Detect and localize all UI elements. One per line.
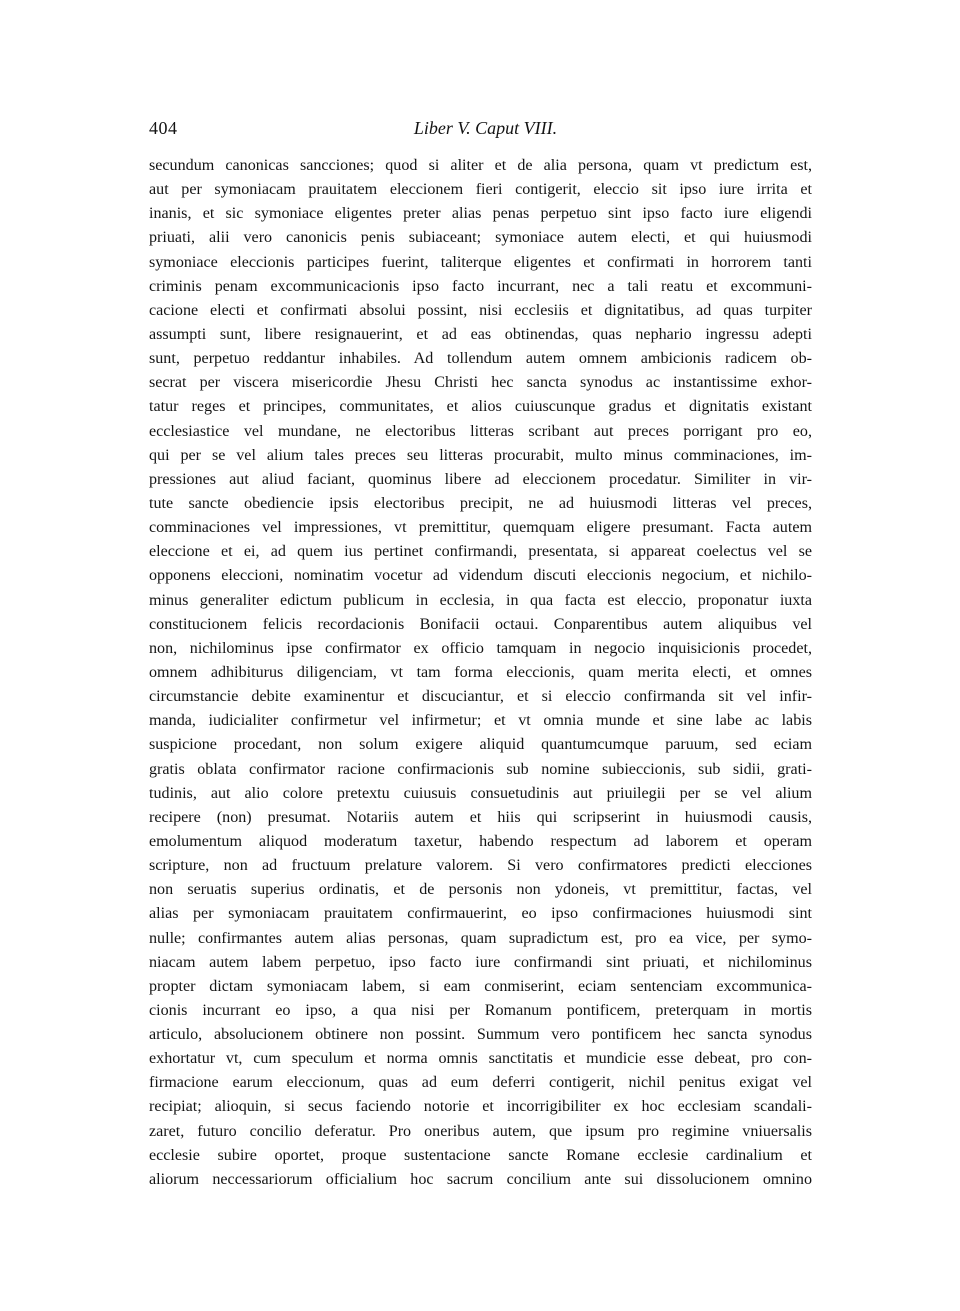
text-line: pressiones aut aliud faciant, quominus libere ad eleccionem procedatur. Similiter in vir-	[149, 470, 812, 488]
page-number: 404	[149, 118, 178, 138]
text-line: tudinis, aut alio colore pretextu cuiusuis consuetudinis aut priuilegii per se vel alium	[149, 784, 812, 802]
text-line: secundum canonicas sancciones; quod si aliter et de alia persona, quam vt predictum est,	[149, 157, 812, 174]
text-line: emolumentum aliquod moderatum taxetur, habendo respectum ad laborem et operam	[149, 832, 812, 850]
text-line: suspicione procedant, non solum exigere aliquid quantumcumque paruum, sed eciam	[149, 736, 812, 754]
text-line: sunt, perpetuo reddantur inhabiles. Ad tollendum autem omnem ambicionis radicem ob-	[149, 350, 812, 368]
text-line: gratis oblata confirmator racione confirmacionis sub nomine subieccionis, sub sidii, grati-	[149, 760, 812, 778]
text-line: tute sancte obediencie ipsis electoribus precipit, ne ad huiusmodi litteras vel preces,	[149, 494, 812, 512]
text-line: propter dictam symoniacam labem, si eam conmiserint, eciam sentenciam excommunica-	[149, 977, 812, 995]
text-line: cacione electi et confirmati absolui possint, nisi ecclesiis et dignitatibus, ad quas turpiter	[149, 301, 812, 319]
text-line: alias per symoniacam prauitatem confirmauerint, eo ipso confirmaciones huiusmodi sint	[149, 905, 812, 923]
text-line: circumstancie debite examinentur et discuciantur, et si eleccio confirmanda sit vel infir-	[149, 688, 812, 706]
text-line: criminis penam excommunicacionis ipso facto incurrant, nec a tali reatu et excommuni-	[149, 277, 812, 295]
text-line: qui per se vel alium tales preces seu litteras procurabit, multo minus comminaciones, im-	[149, 446, 812, 464]
text-line: tatur reges et principes, communitates, et alios cuiuscunque gradus et dignitatis existant	[149, 398, 812, 416]
text-line: comminaciones vel impressiones, vt premittitur, quemquam eligere presumant. Facta autem	[149, 519, 812, 537]
text-line: constitucionem felicis recordacionis Bonifacii octaui. Conparentibus autem aliquibus vel	[149, 615, 812, 633]
text-line: articulo, absolucionem obtinere non possint. Summum vero pontificem hec sancta synodus	[149, 1026, 812, 1044]
text-line: cionis incurrant eo ipso, a qua nisi per Romanum pontificem, preterquam in mortis	[149, 1001, 812, 1019]
text-line: exhortatur vt, cum speculum et norma omnis sanctitatis et mundicie esse debeat, pro con-	[149, 1050, 812, 1068]
text-line: symoniace eleccionis participes fuerint, taliterque eligentes et confirmati in horrorem tanti	[149, 253, 812, 271]
text-line: non seruatis superius ordinatis, et de personis non ydoneis, vt premittitur, factas, vel	[149, 881, 812, 899]
text-line: omnem adhibiturus diligenciam, vt tam forma eleccionis, quam merita electi, et omnes	[149, 663, 812, 681]
text-line: assumpti sunt, libere resignauerint, et ad eas obtinendas, quas nephario ingressu adepti	[149, 325, 812, 343]
text-line: scripture, non ad fructuum prelature valorem. Si vero confirmatores predicti elecciones	[149, 857, 812, 875]
text-line: recipiat; alioquin, si secus faciendo notorie et incorrigibiliter ex hoc ecclesiam scandali-	[149, 1098, 812, 1116]
text-line: ecclesiastice vel mundane, ne electoribus litteras scribant aut preces porrigant pro eo,	[149, 422, 812, 440]
text-line: nulle; confirmantes autem alias personas, quam supradictum est, pro ea vice, per symo-	[149, 929, 812, 947]
text-line: zaret, futuro concilio deferatur. Pro oneribus autem, que ipsum pro regimine vniuersalis	[149, 1122, 812, 1140]
page-header	[149, 118, 812, 144]
text-line: eleccione et ei, ad quem ius pertinet confirmandi, presentata, si appareat coelectus vel se	[149, 543, 812, 561]
text-line: opponens eleccioni, nominatim vocetur ad videndum discuti eleccionis negocium, et nichilo-	[149, 567, 812, 585]
text-line: recipere (non) presumat. Notariis autem et hiis qui scripserint in huiusmodi causis,	[149, 808, 812, 826]
text-line: firmacione earum eleccionum, quas ad eum deferri contigerit, nichil penitus exigat vel	[149, 1074, 812, 1092]
running-head: Liber V. Caput VIII.	[413, 118, 558, 138]
text-line: non, nichilominus ipse confirmator ex officio tamquam in negocio inquisicionis procedet,	[149, 639, 812, 657]
text-line: niacam autem labem perpetuo, ipso facto iure confirmandi sint priuati, et nichilominus	[149, 953, 812, 971]
text-line: minus generaliter edictum publicum in ecclesia, in qua facta est eleccio, proponatur iuxta	[149, 591, 812, 609]
text-line: manda, iudicialiter confirmetur vel infirmetur; et vt omnia munde et sine labe ac labis	[149, 712, 812, 730]
text-line: inanis, et sic symoniace eligentes preter alias penas perpetuo sint ipso facto iure eligendi	[149, 205, 812, 223]
body-text	[149, 154, 812, 1192]
text-line: aliorum neccessariorum officialium hoc sacrum concilium ante sui dissolucionem omnino	[149, 1170, 812, 1188]
text-line: aut per symoniacam prauitatem eleccionem fieri contigerit, eleccio sit ipso iure irrita et	[149, 181, 812, 199]
text-line: ecclesie subire oportet, proque sustentacione sancte Romane ecclesie cardinalium et	[149, 1146, 812, 1164]
text-line: priuati, alii vero canonicis penis subiaceant; symoniace autem electi, et qui huiusmodi	[149, 229, 812, 247]
text-line: secrat per viscera misericordie Jhesu Christi hec sancta synodus ac instantissime exhor-	[149, 374, 812, 392]
